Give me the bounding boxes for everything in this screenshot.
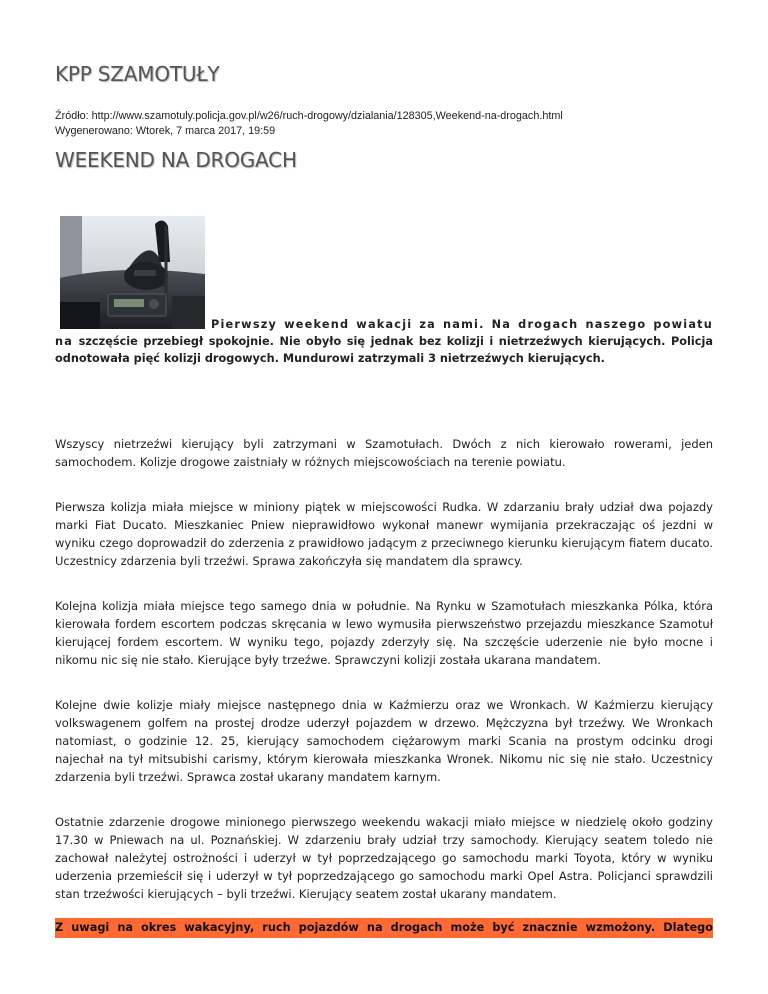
document-meta	[55, 109, 563, 139]
highlighted-notice: Z uwagi na okres wakacyjny, ruch pojazdów na drogach może być znacznie wzmożony. Dlatego	[55, 918, 713, 938]
article-paragraph: Pierwsza kolizja miała miejsce w miniony piątek w miejscowości Rudka. W zdarzaniu brały udział dwa pojazdy marki Fiat Ducato. Mieszkaniec Pniew nieprawidłowo wykonał manewr wymijania przekraczając oś jezdni w wyniku czego doprowadził do zderzenia z prawidłowo jadącym z przeciwnego kierunku kierującym fiatem ducato. Uczestnicy zdarzenia byli trzeźwi. Sprawa zakończyła się mandatem dla sprawcy.	[55, 500, 713, 568]
generated-line: Wygenerowano: Wtorek, 7 marca 2017, 19:59	[55, 125, 276, 137]
article-paragraph: Kolejna kolizja miała miejsce tego samego dnia w południe. Na Rynku w Szamotułach mieszkanka Pólka, która kierowała fordem escortem podczas skręcania w lewo wymusiła pierwszeństwo przejazdu mieszkance Szamotuł kierującej fordem escortem. W wyniku tego, pojazdy zderzyły się. Na szczęście uderzenie nie było mocne i nikomu nic się nie stało. Kierujące były trzeźwe. Sprawczyni kolizji została ukarana mandatem.	[55, 599, 713, 667]
org-title: KPP SZAMOTUŁY	[55, 62, 220, 86]
lead-first-line: Pierwszy weekend wakacji za nami. Na drogach naszego powiatu na	[55, 318, 713, 348]
article-lead	[55, 316, 713, 367]
lead-rest: szczęście przebiegł spokojnie. Nie obyło się jednak bez kolizji i nietrzeźwych kierujących. Policja odnotowała pięć kolizji drogowych. Mundurowi zatrzymali 3 nietrzeźwych kierujących.	[55, 335, 713, 365]
police-car-interior-image	[60, 216, 205, 329]
article-paragraph: Ostatnie zdarzenie drogowe minionego pierwszego weekendu wakacji miało miejsce w niedzielę około godziny 17.30 w Pniewach na ul. Poznańskiej. W zdarzeniu brały udział trzy samochody. Kierujący seatem toledo nie zachował należytej ostrożności i uderzył w tył poprzedzającego go samochodu marki Toyota, który w wyniku uderzenia przemieścił się i uderzył w tył poprzedzającego go samochodu marki Opel Astra. Policjanci sprawdzili stan trzeźwości kierujących – byli trzeźwi. Kierujący seatem został ukarany mandatem.	[55, 815, 713, 901]
article-paragraph: Wszyscy nietrzeźwi kierujący byli zatrzymani w Szamotułach. Dwóch z nich kierowało rowerami, jeden samochodem. Kolizje drogowe zaistniały w różnych miejscowościach na terenie powiatu.	[55, 437, 713, 469]
lead-indent	[55, 327, 211, 328]
article-title: WEEKEND NA DROGACH	[55, 148, 297, 172]
article-photo	[60, 216, 205, 329]
article-paragraph: Kolejne dwie kolizje miały miejsce następnego dnia w Kaźmierzu oraz we Wronkach. W Kaźmierzu kierujący volkswagenem golfem na prostej drodze uderzył pojazdem w drzewo. Mężczyzna był trzeźwy. We Wronkach natomiast, o godzinie 12. 25, kierujący samochodem ciężarowym marki Scania na prostym odcinku drogi najechał na tył mitsubishi carismy, którym kierowała mieszkanka Wronek. Nikomu nic się nie stało. Uczestnicy zdarzenia byli trzeźwi. Sprawca został ukarany mandatem karnym.	[55, 698, 713, 784]
source-line: Źródło: http://www.szamotuly.policja.gov.pl/w26/ruch-drogowy/dzialania/128305,Weekend-na-drogach.html	[55, 110, 563, 122]
